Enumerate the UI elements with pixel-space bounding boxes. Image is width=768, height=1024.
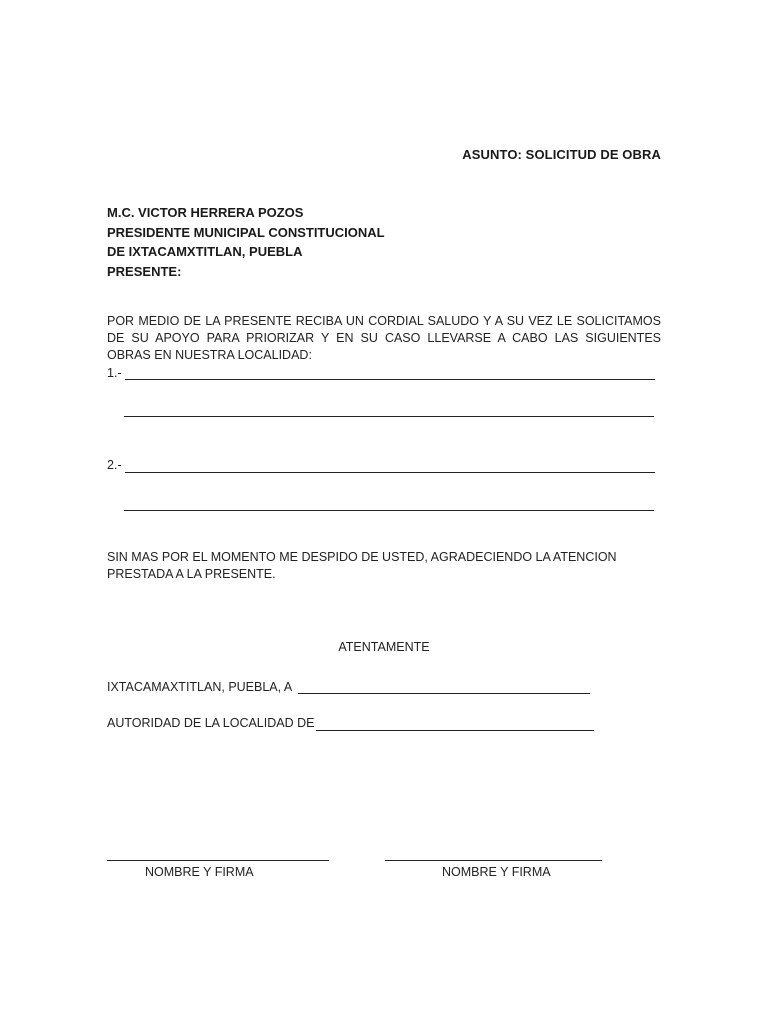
signature-label-right: NOMBRE Y FIRMA bbox=[442, 865, 551, 879]
intro-paragraph: POR MEDIO DE LA PRESENTE RECIBA UN CORDIAL SALUDO Y A SU VEZ LE SOLICITAMOS DE SU APOYO PARA PRIORIZAR Y EN SU CASO LLEVARSE A CABO LAS SIGUIENTES OBRAS EN NUESTRA LOCALIDAD: bbox=[107, 314, 661, 362]
place-date-label: IXTACAMAXTITLAN, PUEBLA, A bbox=[107, 680, 293, 694]
addressee-name: M.C. VICTOR HERRERA POZOS bbox=[107, 205, 304, 220]
addressee-place: DE IXTACAMXTITLAN, PUEBLA bbox=[107, 244, 303, 259]
item-2-number: 2.- bbox=[107, 458, 122, 472]
addressee-block bbox=[107, 203, 385, 281]
signature-label-left: NOMBRE Y FIRMA bbox=[145, 865, 254, 879]
authority-field-line[interactable] bbox=[316, 730, 594, 731]
date-field-line[interactable] bbox=[298, 693, 590, 694]
item-2-line-1[interactable] bbox=[125, 472, 655, 473]
authority-label: AUTORIDAD DE LA LOCALIDAD DE bbox=[107, 716, 315, 730]
item-1-line-1[interactable] bbox=[125, 379, 655, 380]
item-1-number: 1.- bbox=[107, 366, 122, 380]
item-2-line-2[interactable] bbox=[124, 510, 654, 511]
closing-paragraph: SIN MAS POR EL MOMENTO ME DESPIDO DE USTED, AGRADECIENDO LA ATENCION PRESTADA A LA PRESENTE. bbox=[107, 550, 617, 581]
addressee-greeting: PRESENTE: bbox=[107, 263, 182, 279]
item-1-line-2[interactable] bbox=[124, 416, 654, 417]
signature-line-right[interactable] bbox=[385, 860, 602, 861]
addressee-position: PRESIDENTE MUNICIPAL CONSTITUCIONAL bbox=[107, 224, 385, 240]
signature-line-left[interactable] bbox=[107, 860, 329, 861]
subject-line: ASUNTO: SOLICITUD DE OBRA bbox=[462, 147, 661, 162]
regards-text: ATENTAMENTE bbox=[338, 640, 430, 654]
